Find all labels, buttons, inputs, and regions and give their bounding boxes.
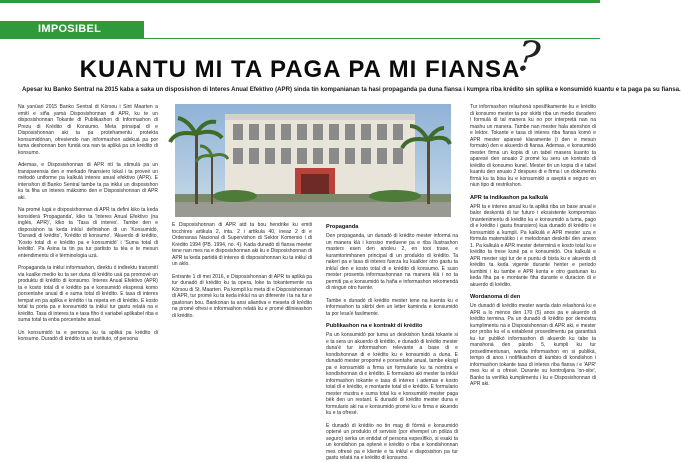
paragraph: Ademas, e Disposishonnan di APR ntí ta stimulá pa un transparensia den e merkado finansiero lokal i ta proveé un métodó uniforme pa kalkulá interes anual efektivo (APR). E intenshon di Banko Sentral tambe ta pa inklui un disposishon ku ta fiha un interes máksimo den e Disposishonnan di APR aki. bbox=[18, 162, 158, 201]
section-heading: APR ta indikashon pa kalkulá bbox=[470, 194, 549, 201]
paragraph: Tambe e dunadó di krédito mester tene na kuenta ku e informashon ta skirbí den un letter kaminda e konsumidó ta por lesa'é fasilmente. bbox=[326, 297, 458, 317]
category-tab: IMPOSIBEL bbox=[0, 21, 144, 38]
section-heading: Publikashon na e kontrakt di krédito bbox=[326, 323, 423, 329]
paragraph: Na yanüari 2015 Banko Sentral di Kòrsou i Sint Maarten a emití e siña yamá Disposishonnan di APR, ku te un disposishonnan Tokante di Publikashon di Informashon di Prezu di Krédito di Konsumo. Meta prinsipal di e Disposishonnan aki ta pa protehamentu protekta konsumidónan, ofresiendo nan informashon adekuá pa por tuma deshonnan bon fundá ora nan ta apliká pa un krédito di konsumo. bbox=[18, 104, 158, 156]
paragraph: Un dunadó di krédito mester warda dato relashoná ku e APR a lo ménos den 170 (5) anos pa e akuerdo di krédito termina. Pa un dunadó di krédito por demostra kumplimentu na e Disposishonnan di APR aki, e mester por proba ku el a establesé prosedimentu pa garantisá ku tur publikó informashon di akuerdo ku tabe ta manshoná den párafo 5, kumpli ku tur prosedimentunan, warda informashon en si publiká, tempo di anos i notifikashon di kambio di kondishon i informashon tokante tasa di interes riba fiansa i e 'APR' mes ku el a ofresé. Durante su kontroljana 'on-site', Banko ta verifiká kumplimentu i ku e Disposishonnan di APR aki. bbox=[470, 303, 596, 387]
article-column-4 bbox=[470, 104, 596, 416]
subhead: Apesar ku Banko Sentral na 2015 kaba a saka un disposishon di Interes Anual Efektivo (APR) sinda tin kompanianan ta hasi propaganda pa duna fiansa i kumpra riba krédito sin splika e konsumidó kuantu e ta paga pa su fiansa. bbox=[22, 86, 681, 93]
bank-building-illustration bbox=[175, 104, 451, 217]
article-column-3 bbox=[326, 222, 458, 461]
paragraph: E dunadó di krédito no tin mag di fórmá e konsumidó optené un produkto of servisio (por ehempel un póliza di seguro) serka un entidat of persona espesífiko, si esaki ta un kondishon pa optené e krédito o riba e kondishonnan mes ofresé pa e kliente e ta inkluí e disposishon pa tur gastu relatá na e krédito di konsumo. bbox=[326, 422, 458, 461]
section-heading: Propaganda bbox=[326, 224, 359, 230]
headline: KUANTU MI TA PAGA PA MI FIANSA bbox=[79, 56, 521, 83]
title-underline bbox=[0, 38, 600, 39]
paragraph: E Disposishonnan di APR atd ta bou hendrike ku emiti tocchires artikula 2, inta. 2 i artikula 40, ineaz 2 di e Ordenansa Nacional di Supervishon di Sektor Komersio i di Krédito 1994 (PB. 1994, no. 4). Kada dunadó di fiansa meeter tene nan mes na e disposishonnan aki ku e Disposishonnan di APR ta keda partidá di interes di disposishonnan ku ta inkluí di un aklo. bbox=[172, 222, 312, 267]
section-heading: Wordanoma di den bbox=[470, 294, 521, 300]
bank-building-photo bbox=[175, 104, 451, 217]
paragraph: Entrante 1 di mei 2016, e Disposishonnan di APR ta apliká pa tur dunadó di krédito ku ta opera, loke ta tokantemente na Kòrsou di St. Maarten. Pa kompli ku meta di e Disposishonnan di APR, tur promé ku ta keda inkluí na un diferente i ta na tur e gastonan bou. Bankonan ta ansi aliantiva e meseta di krédito na promé ofresi e informashon relatá ku e promé dilinieashon di krédito. bbox=[172, 273, 312, 319]
paragraph: Un konsumidó ta e persona ku ta apliká pa krédito di konsumo. Duradó di krédito ta un instituto, of persona bbox=[18, 329, 158, 342]
paragraph: Den propaganda, un dunadó di krédito mester informá na un manera klá i konsiso meduene pa e riba Ilustrashon masters esen den anoleu 2, en tooi trase, e kuramtorimhanen principal di un produkto di krédito. Ta nakeri pa e tasa di interes fuerza ku kualkier otro gastu ta inkluí den e kosto total di e krédito di konsumo. E suso mester prosenta informashonnan na manera klá i no ta permití pa e konsumidó ta haña e informashon rekomendá di ningun otro fuente. bbox=[326, 233, 458, 291]
paragraph: Na promé lugá e disposishonnan di APR ta defini kiko ta keda konsiderá 'Propaganda', kiko ta 'Interes Anual Efektivo (na inglés, APR)', kiko ta 'Tasa di interes'. Tambe den e disposishon ta keda inkluí definishon di un 'Konsumidó, 'Duraxdi di krédito', 'Krédito di konsumo', 'Akuerdo di krédito, 'Kosto total di e krédito pa e konsumidó' i 'Suma total di krédito'. Pa Asina ta tin pa tur partisto ta téa e te mesun entendimentu di e tèrminologia uzá. bbox=[18, 207, 158, 259]
paragraph: Pa un konsumidó por tuma un deskishon fundá tokante si e ta sera un akuerdo di krédito, e dunadó di krédito mester duna'é tur informashon relevante a base di e kondishonnan di e krédito ku e konsumidó a duna. E dunadó mester propomé e porsentahe anual, tambe eksigí pa e konsumidó a firma un formulario ku ta nombra e kondishonnan di e krédito. E formulario aki mester ta inkluí informashon tokante e tasa di interes i ademas e kosto total di e krédito, e montante total di e krédito. E formulario mester mustra e suma total ku e konsumidó mester paga bèk den un restant. E dunadó di krédito mester duna e formulario aki na e konsumidó promé ku e firma e akuerdo ku e ta ofresé. bbox=[326, 332, 458, 416]
article-column-1 bbox=[18, 104, 158, 416]
headline-question-mark: ? bbox=[513, 30, 543, 83]
paragraph: Tur informashon relashoná spesífikamente ku e krédito di konsumo mester ta por skirbi riba un medio duradero i formulá di tal manera ku no por interpretá nan na mashu un manera. Tambe nan mester hala atenshon di e lektor. Tokante e tasa di interes riba fiansa komó e APR mester aparesé klaramente (i den e mesun formato) den e akuerdo di fiansa. Ademas, e konsumidó mester firma un kopia di un tabel masera kuanto ta aparesé den anuaio 2 promé ku seru un kontrato di krédito di konsumo kunel. Mester tin un kopia di e tabel kuantu den anuaio 2 despues di e firma i un dokumentu firmá ku ta bisa ku e konsumidó a aseptá e seguro en niun tipo di restrikshon. bbox=[470, 104, 596, 188]
paragraph: Propaganda ta inkluí informashon, direktu ó indirektu transmití via kualke medio ku ta ser duna di krédito usá pa promové un produktu di krédito di konsumo. Interes Anual Efektivo (APR) ta e kosto total di e krédito pa e konsumidó ekspresá komo porsentahe anual di e suma total di krédito. E tasa di interes tempat en pa aplika e krédito i ta repeta en di krédito. E kosto total ta porta pa e konsumidó ta inkluí tur gastu relatá na e krédito. Tasa di interes ta e tasa fiho ó variabel aplikabel riba e suma total ta enba porcentahe anual. bbox=[18, 265, 158, 323]
paragraph: APR ta e interes anual ku ta apliká riba un base anual e balor deskontá di tur futuro i ekssistente kompromiso (mantenimentu di krédito ku e konsumidó a tuma, pago di e krédito i gastu finansiero) kua dunadó di krédito i e konsumidó a kumpli. Pa kalkulá e APR mester uza e fórmula matemátiko i e metodonan deskribí den anexo 1. Pa kalkulá e APR mester determiná e kosto total ku e krédito ta trese kuné pa e konsumidó. Ora kalkulá e APR mester sigi tur de e puntu di bista ku e akuerdo di krédito ta keda vigente durante henter e periodo kumbini i ku tambe e APR konta e otro gastunan ku keda fiha pa e montante fiha durante e duracion di e akuerdo di krédito. bbox=[470, 203, 596, 288]
top-accent-rule bbox=[0, 0, 600, 3]
article-column-2 bbox=[172, 222, 312, 416]
